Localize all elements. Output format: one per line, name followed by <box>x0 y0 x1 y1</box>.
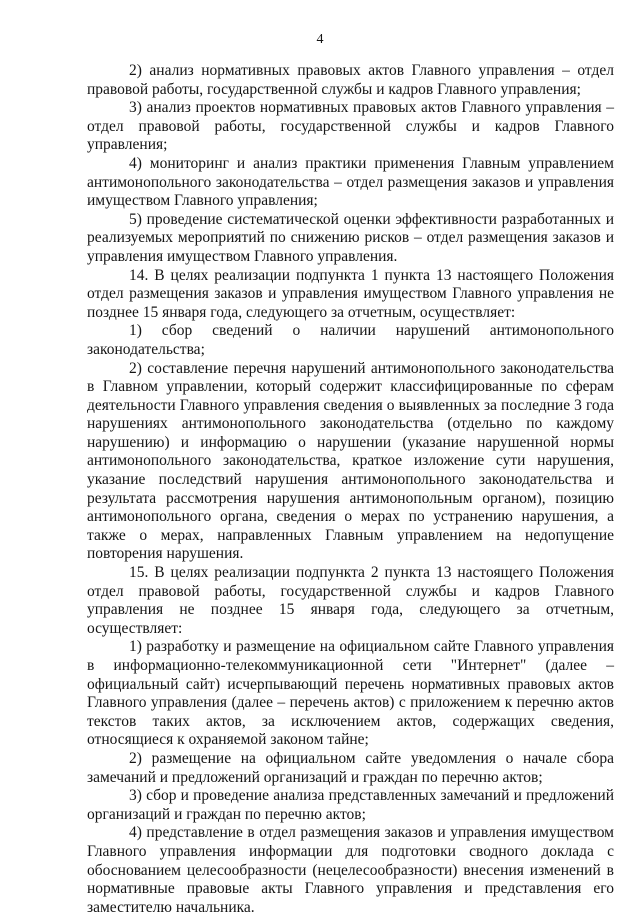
paragraph-item-3-draft-acts-analysis: 3) анализ проектов нормативных правовых актов Главного управления – отдел правовой работы, государственной службы и кадров Главного управления; <box>87 99 614 154</box>
paragraph-item-2-legal-acts-analysis: 2) анализ нормативных правовых актов Главного управления – отдел правовой работы, государственной службы и кадров Главного управления; <box>87 62 614 98</box>
paragraph-section-15: 15. В целях реализации подпункта 2 пункта 13 настоящего Положения отдел правовой работы, государственной службы и кадров Главного управления не позднее 15 января года, следующего за отчетным, осуществляет: <box>87 564 614 637</box>
page-number: 4 <box>316 32 324 47</box>
paragraph-section-15-item-1: 1) разработку и размещение на официальном сайте Главного управления в информационно-телекоммуникационной сети "Интернет" (далее – официальный сайт) исчерпывающий перечень нормативных правовых актов Главного управления (далее – перечень актов) с приложением к перечню актов текстов таких актов, за исключением актов, содержащих сведения, относящиеся к охраняемой законом тайне; <box>87 638 614 749</box>
paragraph-section-15-item-4: 4) представление в отдел размещения заказов и управления имуществом Главного управления информации для подготовки сводного доклада с обоснованием целесообразности (нецелесообразности) внесения изменений в нормативные правовые акты Главного управления и представления его заместителю начальника. <box>87 824 614 916</box>
paragraph-section-14-item-2: 2) составление перечня нарушений антимонопольного законодательства в Главном управлении, который содержит классифицированные по сферам деятельности Главного управления сведения о выявленных за последние 3 года нарушениях антимонопольного законодательства (отдельно по каждому нарушению) и информацию о нарушении (указание нарушенной нормы антимонопольного законодательства, краткое изложение сути нарушения, указание последствий нарушения антимонопольного законодательства и результата рассмотрения нарушения антимонопольным органом), позицию антимонопольного органа, сведения о мерах по устранению нарушения, а также о мерах, направленных Главным управлением на недопущение повторения нарушения. <box>87 359 614 563</box>
paragraph-section-15-item-3: 3) сбор и проведение анализа представленных замечаний и предложений организаций и граждан по перечню актов; <box>87 787 614 823</box>
paragraph-section-15-item-2: 2) размещение на официальном сайте уведомления о начале сбора замечаний и предложений организаций и граждан по перечню актов; <box>87 749 614 786</box>
document-body <box>87 62 614 917</box>
paragraph-section-14: 14. В целях реализации подпункта 1 пункта 13 настоящего Положения отдел размещения заказов и управления имуществом Главного управления не позднее 15 января года, следующего за отчетным, осуществляет: <box>87 266 614 321</box>
paragraph-section-14-item-1: 1) сбор сведений о наличии нарушений антимонопольного законодательства; <box>87 322 614 358</box>
paragraph-item-4-monitoring: 4) мониторинг и анализ практики применения Главным управлением антимонопольного законодательства – отдел размещения заказов и управления имуществом Главного управления; <box>87 154 614 210</box>
paragraph-item-5-efficiency-assessment: 5) проведение систематической оценки эффективности разработанных и реализуемых мероприятий по снижению рисков – отдел размещения заказов и управления имуществом Главного управления. <box>87 210 614 265</box>
